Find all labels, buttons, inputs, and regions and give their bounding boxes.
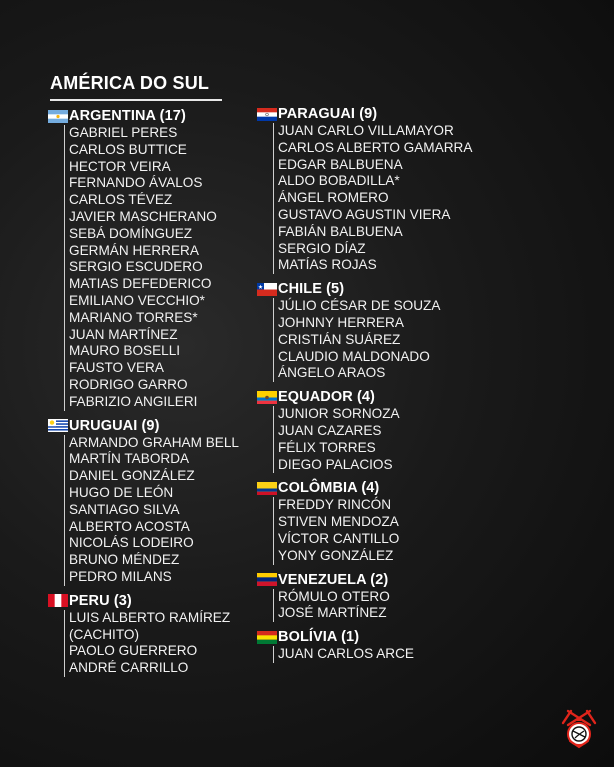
country-name: URUGUAI (9) <box>69 417 160 434</box>
player-name: ANDRÉ CARRILLO <box>69 660 189 676</box>
country-group-venezuela <box>257 571 477 623</box>
country-header <box>257 105 477 123</box>
player-name: CLAUDIO MALDONADO <box>278 348 430 364</box>
player-name: SEBÁ DOMÍNGUEZ <box>69 225 193 241</box>
player-name: JÚLIO CÉSAR DE SOUZA <box>278 298 441 314</box>
player-name: BRUNO MÉNDEZ <box>69 552 180 568</box>
country-name: PERU (3) <box>69 592 132 609</box>
country-group-paraguay <box>257 105 477 274</box>
country-name: EQUADOR (4) <box>278 389 375 406</box>
player-name: JOSÉ MARTÍNEZ <box>278 605 387 621</box>
player-name: ARMANDO GRAHAM BELL <box>69 434 239 450</box>
player-name: FERNANDO ÁVALOS <box>69 175 203 191</box>
player-name: FABRIZIO ANGILERI <box>69 393 198 409</box>
player-name: SERGIO ESCUDERO <box>69 259 203 275</box>
player-name: NICOLÁS LODEIRO <box>69 535 194 551</box>
player-name: JUAN MARTÍNEZ <box>69 326 178 342</box>
player-name: CRISTIÁN SUÁREZ <box>278 331 401 347</box>
player-name: RÓMULO OTERO <box>278 588 390 604</box>
bolivia-flag-icon <box>257 631 277 644</box>
player-name: LUIS ALBERTO RAMÍREZ <box>69 609 231 625</box>
chile-flag-icon <box>257 283 277 296</box>
uruguay-flag-icon <box>48 419 68 432</box>
country-header <box>48 417 248 435</box>
player-name: JUAN CARLOS ARCE <box>278 646 414 662</box>
country-group-bolivia <box>257 628 477 663</box>
player-name: FABIÁN BALBUENA <box>278 223 403 239</box>
colombia-flag-icon <box>257 482 277 495</box>
country-group-argentina <box>48 107 248 411</box>
player-name: MAURO BOSELLI <box>69 343 181 359</box>
player-name: DANIEL GONZÁLEZ <box>69 468 195 484</box>
club-crest-icon <box>560 707 598 749</box>
argentina-flag-icon <box>48 110 68 123</box>
player-name: JAVIER MASCHERANO <box>69 208 217 224</box>
player-name: FÉLIX TORRES <box>278 439 376 455</box>
left-column <box>48 107 248 683</box>
player-list <box>64 610 248 677</box>
player-name: MARIANO TORRES* <box>69 309 198 325</box>
country-name: BOLÍVIA (1) <box>278 629 360 646</box>
peru-flag-icon <box>48 594 68 607</box>
player-name: CARLOS TÉVEZ <box>69 192 173 208</box>
country-name: COLÔMBIA (4) <box>278 480 380 497</box>
ecuador-flag-icon <box>257 391 277 404</box>
country-header <box>48 592 248 610</box>
country-group-chile <box>257 280 477 382</box>
country-group-ecuador <box>257 388 477 473</box>
player-name: MATÍAS ROJAS <box>278 257 377 273</box>
player-list <box>273 123 477 274</box>
country-header <box>257 571 477 589</box>
player-list <box>64 435 248 586</box>
player-name: STIVEN MENDOZA <box>278 514 399 530</box>
player-name: JUNIOR SORNOZA <box>278 406 400 422</box>
player-name: ÁNGEL ROMERO <box>278 190 389 206</box>
venezuela-flag-icon <box>257 573 277 586</box>
player-name: HECTOR VEIRA <box>69 158 171 174</box>
country-header <box>257 280 477 298</box>
player-name: JOHNNY HERRERA <box>278 314 404 330</box>
player-name: JUAN CARLO VILLAMAYOR <box>278 123 454 138</box>
player-name: DIEGO PALACIOS <box>278 456 393 472</box>
player-name: MARTÍN TABORDA <box>69 451 190 467</box>
country-header <box>257 388 477 406</box>
player-list <box>273 406 477 473</box>
country-header <box>257 479 477 497</box>
player-name: EMILIANO VECCHIO* <box>69 292 205 308</box>
country-header <box>48 107 248 125</box>
country-name: ARGENTINA (17) <box>69 108 186 124</box>
player-name: HUGO DE LEÓN <box>69 484 174 500</box>
country-group-uruguay <box>48 417 248 586</box>
player-name: (CACHITO) <box>69 626 139 642</box>
player-name: RODRIGO GARRO <box>69 376 188 392</box>
country-name: PARAGUAI (9) <box>278 106 378 122</box>
player-name: FAUSTO VERA <box>69 360 164 376</box>
player-name: PAOLO GUERRERO <box>69 643 198 659</box>
player-name: SERGIO DÍAZ <box>278 240 366 256</box>
page-title: AMÉRICA DO SUL <box>50 73 222 101</box>
player-name: CARLOS BUTTICE <box>69 141 187 157</box>
player-list <box>273 497 477 564</box>
player-list <box>273 298 477 382</box>
player-name: ALBERTO ACOSTA <box>69 518 190 534</box>
player-name: SANTIAGO SILVA <box>69 501 180 517</box>
player-name: GUSTAVO AGUSTIN VIERA <box>278 206 451 222</box>
player-name: ALDO BOBADILLA* <box>278 173 400 189</box>
right-column <box>257 105 477 669</box>
player-name: YONY GONZÁLEZ <box>278 547 394 563</box>
player-name: VÍCTOR CANTILLO <box>278 530 400 546</box>
player-list <box>273 646 477 663</box>
player-name: JUAN CAZARES <box>278 422 382 438</box>
player-name: CARLOS ALBERTO GAMARRA <box>278 139 473 155</box>
player-list <box>64 125 248 411</box>
player-name: GERMÁN HERRERA <box>69 242 199 258</box>
player-name: EDGAR BALBUENA <box>278 156 403 172</box>
player-name: GABRIEL PERES <box>69 125 178 140</box>
country-group-peru <box>48 592 248 677</box>
player-name: FREDDY RINCÓN <box>278 497 392 513</box>
paraguay-flag-icon <box>257 108 277 121</box>
player-name: MATIAS DEFEDERICO <box>69 276 212 292</box>
player-name: PEDRO MILANS <box>69 568 172 584</box>
player-name: ÁNGELO ARAOS <box>278 365 386 381</box>
player-list <box>273 589 477 623</box>
country-header <box>257 628 477 646</box>
country-name: CHILE (5) <box>278 281 345 298</box>
country-name: VENEZUELA (2) <box>278 571 389 588</box>
country-group-colombia <box>257 479 477 564</box>
